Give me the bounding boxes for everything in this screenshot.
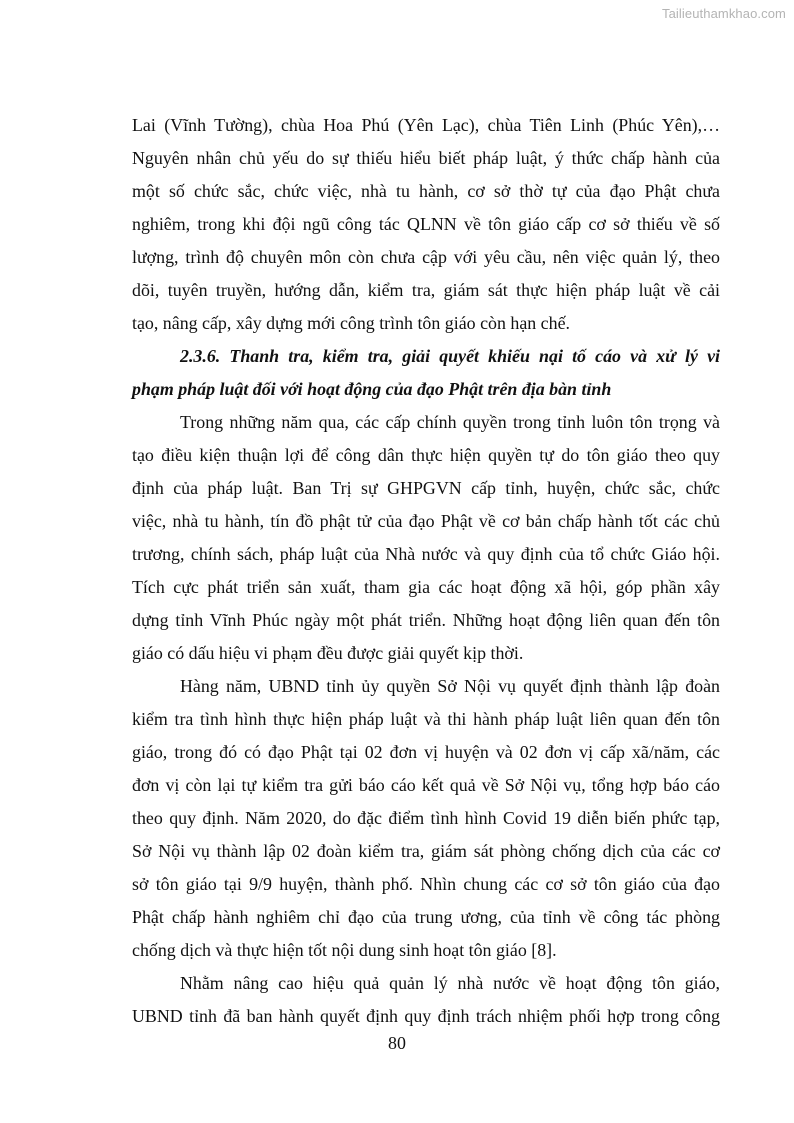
text-line: lượng, trình độ chuyên môn còn chưa cập với yêu cầu, nên việc quản lý, theo — [132, 247, 720, 267]
section-heading: phạm pháp luật đối với hoạt động của đạo Phật trên địa bàn tỉnh — [132, 379, 612, 399]
page-number: 80 — [388, 1033, 406, 1053]
text-line: tạo điều kiện thuận lợi để công dân thực hiện quyền tự do tôn giáo theo quy — [132, 445, 720, 465]
text-line: một số chức sắc, chức việc, nhà tu hành, cơ sở thờ tự của đạo Phật chưa — [132, 181, 720, 201]
text-line: việc, nhà tu hành, tín đồ phật tử của đạo Phật về cơ bản chấp hành tốt các chủ — [132, 511, 720, 531]
text-line: định của pháp luật. Ban Trị sự GHPGVN cấp tỉnh, huyện, chức sắc, chức — [132, 478, 720, 498]
text-line: sở tôn giáo tại 9/9 huyện, thành phố. Nhìn chung các cơ sở tôn giáo của đạo — [132, 874, 720, 894]
text-line: trương, chính sách, pháp luật của Nhà nước và quy định của tổ chức Giáo hội. — [132, 544, 720, 564]
text-line: Trong những năm qua, các cấp chính quyền trong tỉnh luôn tôn trọng và — [180, 412, 720, 432]
text-line: Sở Nội vụ thành lập 02 đoàn kiểm tra, giám sát phòng chống dịch của các cơ — [132, 841, 720, 861]
text-line: tạo, nâng cấp, xây dựng mới công trình tôn giáo còn hạn chế. — [132, 313, 570, 333]
text-line: Nhằm nâng cao hiệu quả quản lý nhà nước về hoạt động tôn giáo, — [180, 973, 720, 993]
page-body — [132, 109, 720, 1033]
text-line: Phật chấp hành nghiêm chỉ đạo của trung ương, của tỉnh về công tác phòng — [132, 907, 720, 927]
text-line: Nguyên nhân chủ yếu do sự thiếu hiểu biết pháp luật, ý thức chấp hành của — [132, 148, 720, 168]
watermark: Tailieuthamkhao.com — [661, 6, 786, 21]
text-line: UBND tỉnh đã ban hành quyết định quy định trách nhiệm phối hợp trong công — [132, 1006, 720, 1026]
text-line: Lai (Vĩnh Tường), chùa Hoa Phú (Yên Lạc), chùa Tiên Linh (Phúc Yên),… — [132, 115, 720, 135]
text-line: dõi, tuyên truyền, hướng dẫn, kiểm tra, giám sát thực hiện pháp luật về cải — [132, 280, 720, 300]
section-heading: 2.3.6. Thanh tra, kiểm tra, giải quyết khiếu nại tố cáo và xử lý vi — [180, 346, 720, 366]
text-line: theo quy định. Năm 2020, do đặc điểm tình hình Covid 19 diễn biến phức tạp, — [132, 808, 720, 828]
text-line: Hàng năm, UBND tỉnh ủy quyền Sở Nội vụ quyết định thành lập đoàn — [180, 676, 720, 696]
text-line: giáo có dấu hiệu vi phạm đều được giải quyết kịp thời. — [132, 643, 524, 663]
text-line: đơn vị còn lại tự kiểm tra gửi báo cáo kết quả về Sở Nội vụ, tổng hợp báo cáo — [132, 775, 720, 795]
text-line: dựng tỉnh Vĩnh Phúc ngày một phát triển. Những hoạt động liên quan đến tôn — [132, 610, 720, 630]
text-line: kiểm tra tình hình thực hiện pháp luật và thi hành pháp luật liên quan đến tôn — [132, 709, 720, 729]
text-line: chống dịch và thực hiện tốt nội dung sinh hoạt tôn giáo [8]. — [132, 940, 557, 960]
text-line: Tích cực phát triển sản xuất, tham gia các hoạt động xã hội, góp phần xây — [132, 577, 720, 597]
text-line: nghiêm, trong khi đội ngũ công tác QLNN về tôn giáo cấp cơ sở thiếu về số — [132, 214, 720, 234]
text-line: giáo, trong đó có đạo Phật tại 02 đơn vị huyện và 02 đơn vị cấp xã/năm, các — [132, 742, 720, 762]
